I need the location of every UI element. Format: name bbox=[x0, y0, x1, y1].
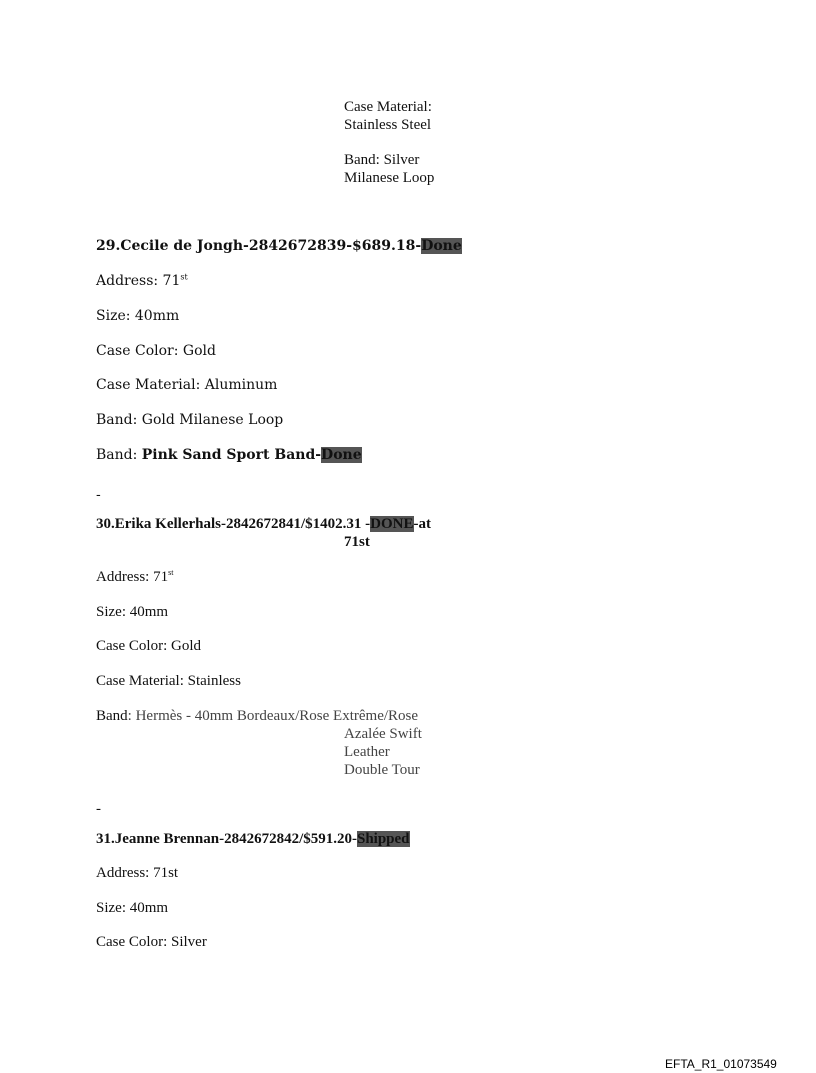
entry-29-band2-value: Pink Sand Sport Band- bbox=[141, 447, 322, 463]
entry-30-band-label: Band bbox=[96, 708, 128, 724]
entry-30-address-sup: st bbox=[168, 568, 174, 577]
entry-31-heading bbox=[96, 830, 410, 848]
entry-29-size: Size: 40mm bbox=[96, 308, 180, 324]
entry-30-case-color: Case Color: Gold bbox=[96, 638, 201, 654]
top-band-value: Milanese Loop bbox=[344, 170, 435, 186]
entry-30-band bbox=[96, 707, 418, 725]
entry-30-heading bbox=[96, 515, 431, 533]
top-band-label: Band: Silver bbox=[344, 152, 420, 168]
entry-29-band1: Band: Gold Milanese Loop bbox=[96, 412, 284, 428]
entry-29-heading-main: 29.Cecile de Jongh-2842672839-$689.18- bbox=[96, 238, 422, 254]
entry-29-case-material: Case Material: Aluminum bbox=[96, 377, 278, 393]
entry-31-address: Address: 71st bbox=[96, 865, 179, 881]
top-case-material-value: Stainless Steel bbox=[344, 117, 432, 133]
separator-1: - bbox=[96, 487, 101, 503]
entry-31-status-badge: Shipped bbox=[356, 831, 410, 847]
entry-31-heading-main: 31.Jeanne Brennan-2842672842/$591.20- bbox=[96, 831, 357, 847]
top-case-material-label: Case Material: bbox=[344, 99, 432, 115]
entry-30-heading-line2-text: 71st bbox=[344, 534, 370, 550]
entry-29-heading bbox=[96, 237, 462, 255]
entry-30-case-material: Case Material: Stainless bbox=[96, 673, 241, 689]
entry-29-address-text: Address: 71 bbox=[96, 273, 181, 289]
entry-29-band2 bbox=[96, 446, 362, 464]
document-id-footer: EFTA_R1_01073549 bbox=[665, 1057, 777, 1071]
entry-29-band2-label: Band: bbox=[96, 447, 142, 463]
entry-30-heading-main: 30.Erika Kellerhals-2842672841/$1402.31 - bbox=[96, 516, 371, 532]
entry-30-band-line1: : Hermès - 40mm Bordeaux/Rose Extrême/Rose bbox=[127, 708, 419, 724]
entry-30-status-badge: DONE bbox=[370, 516, 414, 532]
entry-29-address bbox=[96, 272, 188, 290]
entry-30-heading-suffix: -at bbox=[413, 516, 431, 532]
separator-2: - bbox=[96, 801, 101, 817]
entry-29-case-color: Case Color: Gold bbox=[96, 343, 216, 359]
entry-30-address bbox=[96, 568, 173, 586]
entry-30-heading-line2 bbox=[344, 533, 370, 551]
entry-30-address-text: Address: 71 bbox=[96, 569, 169, 585]
entry-29-band2-status-badge: Done bbox=[321, 447, 362, 463]
entry-30-band-line4: Double Tour bbox=[344, 762, 420, 778]
entry-30-size: Size: 40mm bbox=[96, 604, 169, 620]
entry-30-band-line2: Azalée Swift bbox=[344, 726, 422, 742]
entry-29-address-sup: st bbox=[180, 272, 188, 282]
entry-29-status-badge: Done bbox=[421, 238, 462, 254]
entry-31-size: Size: 40mm bbox=[96, 900, 169, 916]
entry-30-band-line3: Leather bbox=[344, 744, 390, 760]
entry-31-case-color: Case Color: Silver bbox=[96, 934, 207, 950]
